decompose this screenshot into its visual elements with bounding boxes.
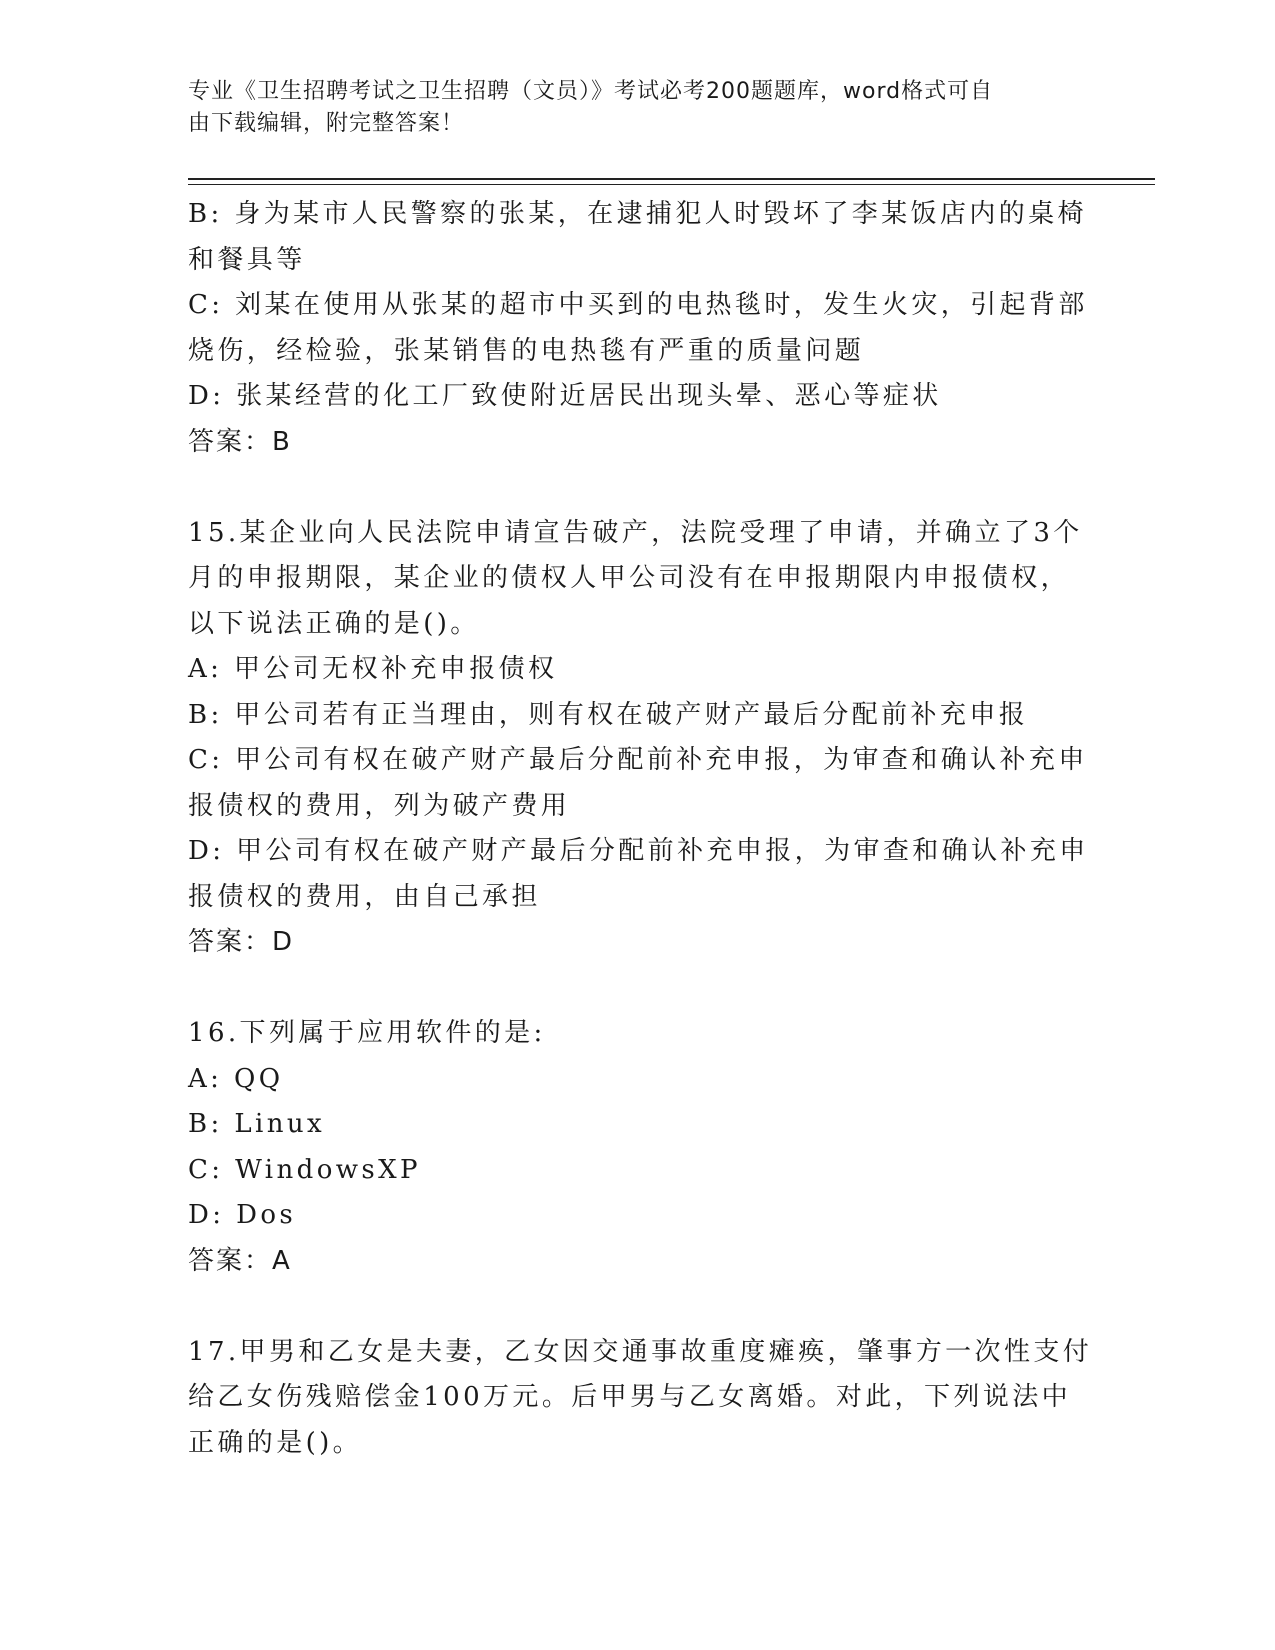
- q16-option-d: D: Dos: [188, 1200, 297, 1230]
- question-14: [188, 192, 1088, 465]
- spacer: [188, 465, 1088, 511]
- q15-answer: 答案：D: [188, 927, 295, 957]
- q15-option-c-line-1: C: 甲公司有权在破产财产最后分配前补充申报，为审查和确认补充申: [188, 745, 1088, 775]
- header-line-2: 由下载编辑，附完整答案！: [188, 111, 465, 136]
- q15-option-b: B: 甲公司若有正当理由，则有权在破产财产最后分配前补充申报: [188, 699, 1029, 730]
- q14-option-c-line-2: 烧伤，经检验，张某销售的电热毯有严重的质量问题: [188, 335, 865, 366]
- document-header: [188, 76, 1068, 140]
- q15-option-d-line-2: 报债权的费用，由自己承担: [188, 881, 541, 912]
- q15-option-c-line-2: 报债权的费用，列为破产费用: [188, 790, 571, 821]
- spacer: [188, 1284, 1088, 1330]
- question-16: [188, 1011, 1088, 1284]
- q15-option-a: A: 甲公司无权补充申报债权: [188, 654, 558, 684]
- q15-stem-line-1: 15.某企业向人民法院申请宣告破产，法院受理了申请，并确立了3个: [188, 517, 1083, 548]
- q16-stem: 16.下列属于应用软件的是:: [188, 1018, 546, 1048]
- q14-answer: 答案：B: [188, 426, 292, 457]
- q16-option-b: B: Linux: [188, 1109, 326, 1139]
- q14-option-d: D: 张某经营的化工厂致使附近居民出现头晕、恶心等症状: [188, 381, 942, 411]
- q14-option-b-line-1: B: 身为某市人民警察的张某，在逮捕犯人时毁坏了李某饭店内的桌椅: [188, 199, 1087, 229]
- header-line-1: 专业《卫生招聘考试之卫生招聘（文员）》考试必考200题题库，word格式可自: [188, 79, 994, 104]
- question-17: [188, 1330, 1093, 1467]
- q15-stem-line-2: 月的申报期限，某企业的债权人甲公司没有在申报期限内申报债权，: [188, 563, 1071, 593]
- document-body: [188, 192, 1093, 1466]
- q17-stem-line-2: 给乙女伤残赔偿金100万元。后甲男与乙女离婚。对此，下列说法中: [188, 1382, 1072, 1412]
- question-15: [188, 511, 1088, 966]
- q15-option-d-line-1: D: 甲公司有权在破产财产最后分配前补充申报，为审查和确认补充申: [188, 836, 1089, 866]
- header-rule-thick: [188, 178, 1155, 180]
- q16-option-c: C: WindowsXP: [188, 1154, 421, 1185]
- header-rule-thin: [188, 184, 1155, 185]
- spacer: [188, 966, 1088, 1012]
- q14-option-c-line-1: C: 刘某在使用从张某的超市中买到的电热毯时，发生火灾，引起背部: [188, 290, 1088, 320]
- q17-stem-line-1: 17.甲男和乙女是夫妻，乙女因交通事故重度瘫痪，肇事方一次性支付: [188, 1336, 1093, 1367]
- q15-stem-line-3: 以下说法正确的是()。: [188, 608, 480, 639]
- q14-option-b-line-2: 和餐具等: [188, 244, 306, 275]
- q16-answer: 答案：A: [188, 1245, 292, 1276]
- q17-stem-line-3: 正确的是()。: [188, 1427, 363, 1458]
- q16-option-a: A: QQ: [188, 1063, 284, 1094]
